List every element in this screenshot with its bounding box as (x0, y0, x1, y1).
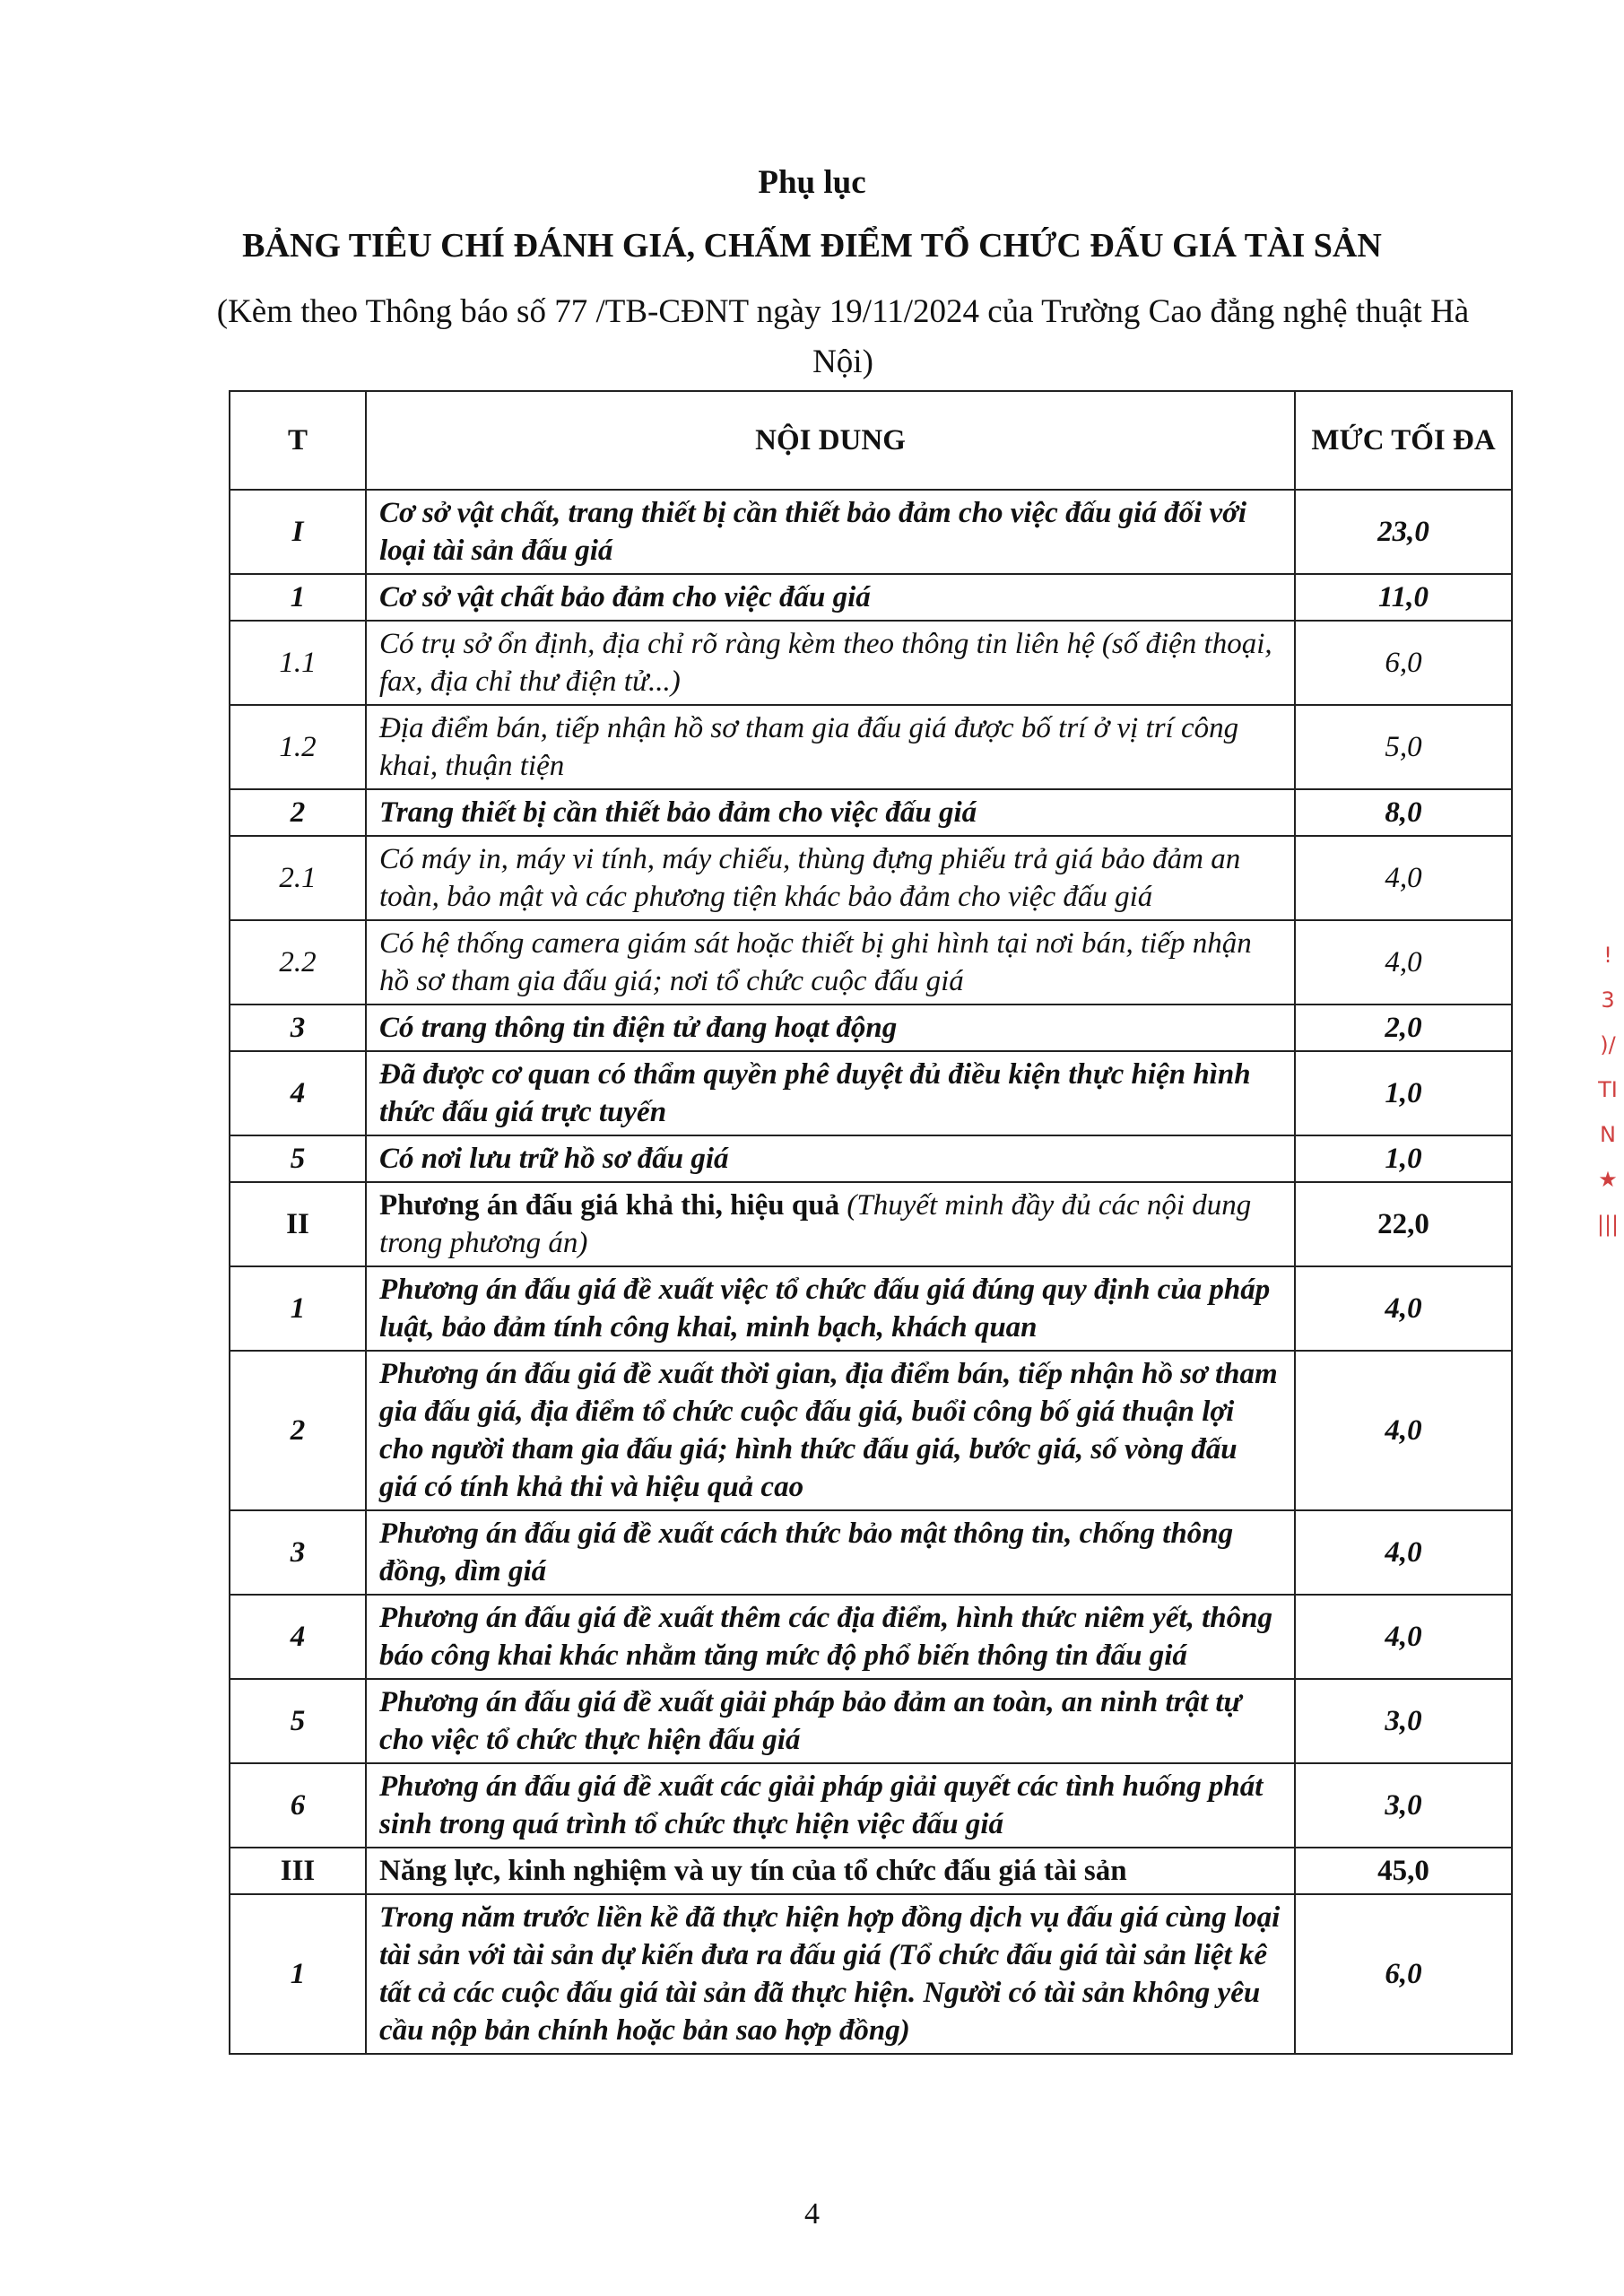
stamp-mark: )/ (1600, 1032, 1616, 1057)
table-header-row (230, 391, 1512, 490)
row-max-score: 4,0 (1295, 1266, 1512, 1351)
row-max-score: 6,0 (1295, 1894, 1512, 2054)
stamp-mark: 3 (1601, 987, 1615, 1013)
row-max-score: 45,0 (1295, 1848, 1512, 1894)
table-row (230, 1135, 1512, 1182)
row-content (366, 705, 1295, 789)
row-code: 4 (230, 1051, 366, 1135)
criteria-table (229, 390, 1513, 2055)
row-code: 3 (230, 1004, 366, 1051)
table-row (230, 789, 1512, 836)
page-number: 4 (804, 2197, 820, 2231)
table-row (230, 1848, 1512, 1894)
row-content (366, 574, 1295, 621)
row-max-score: 4,0 (1295, 920, 1512, 1004)
stamp-mark: ★ (1598, 1167, 1618, 1192)
row-content-text: Có trụ sở ổn định, địa chỉ rõ ràng kèm theo thông tin liên hệ (số điện thoại, fax, địa chỉ thư điện tử...) (379, 628, 1272, 698)
row-content-text: Có máy in, máy vi tính, máy chiếu, thùng đựng phiếu trả giá bảo đảm an toàn, bảo mật và các phương tiện khác bảo đảm cho việc đấu giá (379, 843, 1241, 913)
row-content-text: Có nơi lưu trữ hồ sơ đấu giá (379, 1143, 729, 1175)
row-content (366, 1848, 1295, 1894)
row-max-score: 8,0 (1295, 789, 1512, 836)
table-row (230, 1004, 1512, 1051)
row-code: 1 (230, 574, 366, 621)
table-row (230, 1051, 1512, 1135)
row-content-text: Phương án đấu giá đề xuất thêm các địa điểm, hình thức niêm yết, thông báo công khai khác nhằm tăng mức độ phổ biến thông tin đấu giá (379, 1602, 1273, 1672)
row-content (366, 1510, 1295, 1595)
table-row (230, 1763, 1512, 1848)
stamp-mark: TI (1598, 1077, 1618, 1102)
row-max-score: 3,0 (1295, 1763, 1512, 1848)
row-content (366, 1051, 1295, 1135)
table-row (230, 1182, 1512, 1266)
row-content-text: Phương án đấu giá đề xuất thời gian, địa điểm bán, tiếp nhận hồ sơ tham gia đấu giá, địa điểm tổ chức cuộc đấu giá, buổi công bố giá thuận lợi cho người tham gia đấu giá; hình thức đấu giá, bước giá, số vòng đấu giá có tính khả thi và hiệu quả cao (379, 1358, 1278, 1503)
header-content: NỘI DUNG (366, 391, 1295, 490)
row-content-text: Năng lực, kinh nghiệm và uy tín của tổ chức đấu giá tài sản (379, 1855, 1127, 1887)
header-max: MỨC TỐI ĐA (1295, 391, 1512, 490)
row-max-score: 4,0 (1295, 1510, 1512, 1595)
table-row (230, 1351, 1512, 1510)
table-row (230, 836, 1512, 920)
row-max-score: 4,0 (1295, 1351, 1512, 1510)
row-code: 2.2 (230, 920, 366, 1004)
row-max-score: 4,0 (1295, 836, 1512, 920)
row-content-text: Địa điểm bán, tiếp nhận hồ sơ tham gia đấu giá được bố trí ở vị trí công khai, thuận tiện (379, 712, 1239, 782)
row-max-score: 22,0 (1295, 1182, 1512, 1266)
row-code: 2.1 (230, 836, 366, 920)
row-code: 4 (230, 1595, 366, 1679)
row-content-text: Đã được cơ quan có thẩm quyền phê duyệt đủ điều kiện thực hiện hình thức đấu giá trực tuyến (379, 1058, 1251, 1128)
document-subtitle: (Kèm theo Thông báo số 77 /TB-CĐNT ngày 19/11/2024 của Trường Cao đẳng nghệ thuật Hà Nội) (216, 293, 1470, 380)
row-code: 1 (230, 1266, 366, 1351)
row-content (366, 1894, 1295, 2054)
row-code: 6 (230, 1763, 366, 1848)
table-row (230, 574, 1512, 621)
row-content-text: Phương án đấu giá đề xuất cách thức bảo mật thông tin, chống thông đồng, dìm giá (379, 1518, 1234, 1587)
row-max-score: 1,0 (1295, 1051, 1512, 1135)
row-content-text: Phương án đấu giá đề xuất giải pháp bảo đảm an toàn, an ninh trật tự cho việc tổ chức thực hiện đấu giá (379, 1686, 1242, 1756)
row-code: III (230, 1848, 366, 1894)
row-max-score: 2,0 (1295, 1004, 1512, 1051)
row-content (366, 1595, 1295, 1679)
row-code: 2 (230, 1351, 366, 1510)
table-row (230, 1679, 1512, 1763)
row-content (366, 1182, 1295, 1266)
row-content-text: Cơ sở vật chất, trang thiết bị cần thiết bảo đảm cho việc đấu giá đối với loại tài sản đấu giá (379, 497, 1247, 567)
table-row (230, 1595, 1512, 1679)
table-row (230, 1510, 1512, 1595)
row-code: 5 (230, 1135, 366, 1182)
row-max-score: 4,0 (1295, 1595, 1512, 1679)
row-content-text: Có trang thông tin điện tử đang hoạt động (379, 1012, 898, 1044)
row-content (366, 920, 1295, 1004)
row-content-text: Trong năm trước liền kề đã thực hiện hợp đồng dịch vụ đấu giá cùng loại tài sản với tài sản dự kiến đưa ra đấu giá (Tổ chức đấu giá tài sản liệt kê tất cả các cuộc đấu giá tài sản đã thực hiện. Người có tài sản không yêu cầu nộp bản chính hoặc bản sao hợp đồng) (379, 1901, 1281, 2047)
row-code: I (230, 490, 366, 574)
row-max-score: 5,0 (1295, 705, 1512, 789)
table-row (230, 490, 1512, 574)
table-row (230, 621, 1512, 705)
stamp-edge-marks (1594, 933, 1621, 1247)
row-content (366, 836, 1295, 920)
row-content-note: (Thuyết minh đầy đủ các nội dung trong phương án) (379, 1189, 1252, 1259)
row-max-score: 3,0 (1295, 1679, 1512, 1763)
row-code: 3 (230, 1510, 366, 1595)
stamp-mark: ||| (1596, 1212, 1620, 1237)
stamp-mark: N (1600, 1122, 1616, 1147)
row-max-score: 1,0 (1295, 1135, 1512, 1182)
table-row (230, 1266, 1512, 1351)
row-content (366, 621, 1295, 705)
table-row (230, 705, 1512, 789)
row-content (366, 1135, 1295, 1182)
table-row (230, 920, 1512, 1004)
row-content-text: Phương án đấu giá đề xuất các giải pháp giải quyết các tình huống phát sinh trong quá trình tổ chức thực hiện việc đấu giá (379, 1770, 1264, 1840)
row-code: 5 (230, 1679, 366, 1763)
row-content (366, 490, 1295, 574)
row-content (366, 1351, 1295, 1510)
row-code: 1.2 (230, 705, 366, 789)
appendix-label: Phụ lục (758, 164, 866, 201)
row-max-score: 6,0 (1295, 621, 1512, 705)
row-code: II (230, 1182, 366, 1266)
row-max-score: 11,0 (1295, 574, 1512, 621)
row-content-text: Phương án đấu giá khả thi, hiệu quả (379, 1189, 840, 1222)
row-content-text: Có hệ thống camera giám sát hoặc thiết bị ghi hình tại nơi bán, tiếp nhận hồ sơ tham gia đấu giá; nơi tổ chức cuộc đấu giá (379, 927, 1252, 997)
row-content (366, 1679, 1295, 1763)
row-code: 1.1 (230, 621, 366, 705)
row-content (366, 1266, 1295, 1351)
row-code: 2 (230, 789, 366, 836)
header-code: T (230, 391, 366, 490)
document-title: BẢNG TIÊU CHÍ ĐÁNH GIÁ, CHẤM ĐIỂM TỔ CHỨC ĐẤU GIÁ TÀI SẢN (242, 227, 1382, 265)
row-content (366, 1763, 1295, 1848)
stamp-mark: ! (1603, 943, 1612, 968)
row-content-text: Cơ sở vật chất bảo đảm cho việc đấu giá (379, 581, 871, 613)
row-content-text: Phương án đấu giá đề xuất việc tổ chức đấu giá đúng quy định của pháp luật, bảo đảm tính công khai, minh bạch, khách quan (379, 1274, 1271, 1344)
row-content (366, 789, 1295, 836)
row-max-score: 23,0 (1295, 490, 1512, 574)
row-content-text: Trang thiết bị cần thiết bảo đảm cho việc đấu giá (379, 796, 977, 829)
table-row (230, 1894, 1512, 2054)
row-code: 1 (230, 1894, 366, 2054)
row-content (366, 1004, 1295, 1051)
